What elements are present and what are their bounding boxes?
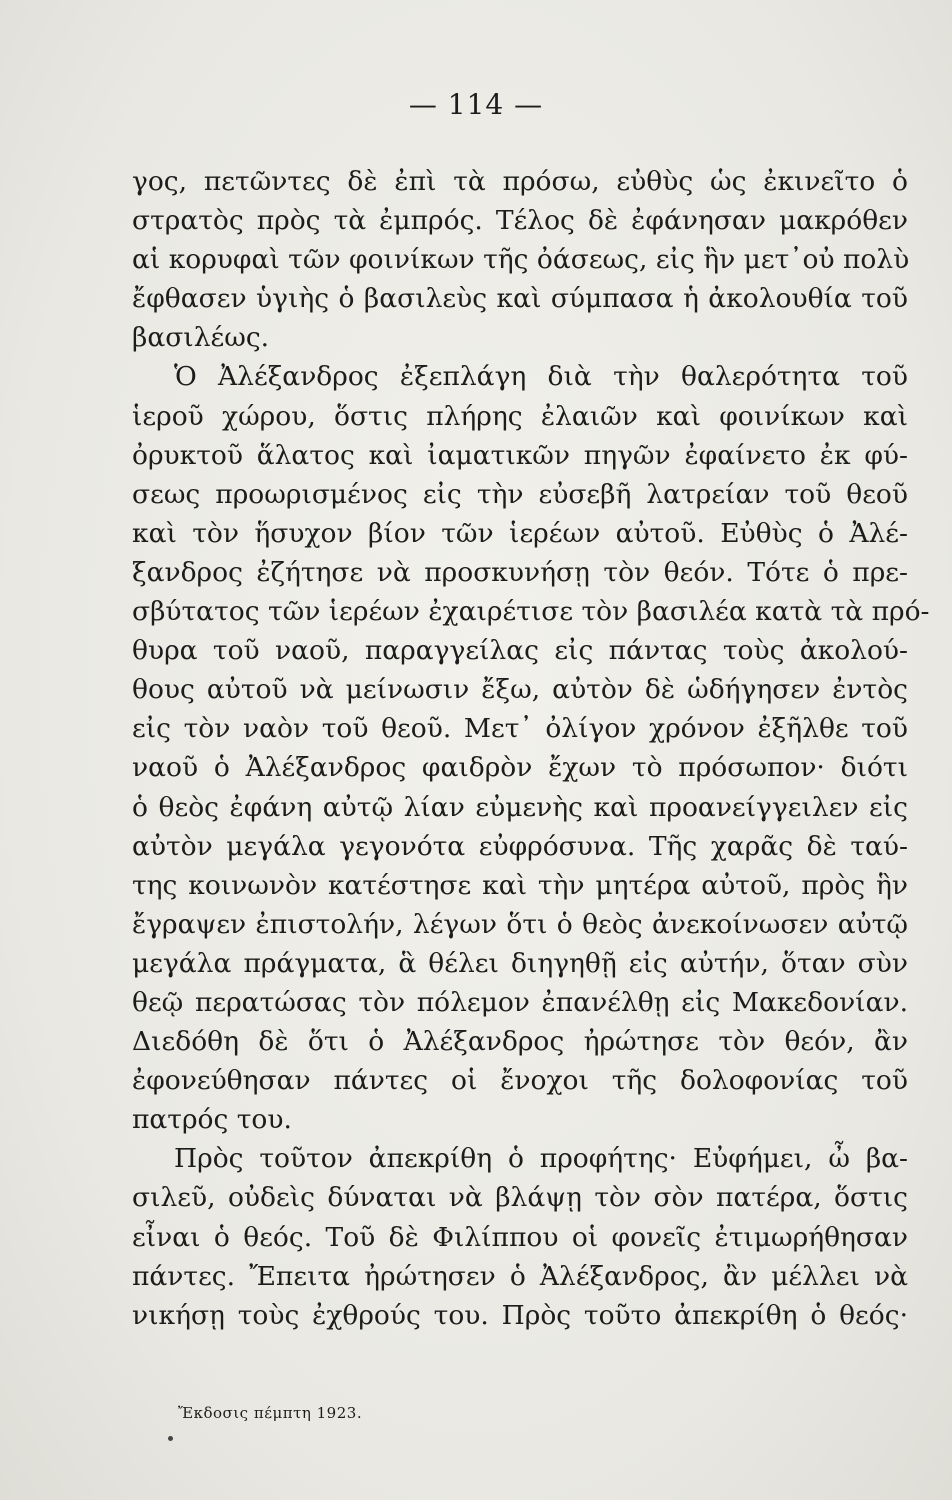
text-line: πάντες. Ἔπειτα ἠρώτησεν ὁ Ἀλέξανδρος, ἂν μέλλει νὰ bbox=[132, 1260, 908, 1292]
text-line: Πρὸς τοῦτον ἀπεκρίθη ὁ προφήτης· Εὐφήμει, ὦ βα- bbox=[174, 1143, 908, 1175]
text-line: μεγάλα πράγματα, ἃ θέλει διηγηθῇ εἰς αὐτήν, ὅταν σὺν bbox=[132, 947, 908, 979]
ink-speck bbox=[168, 1436, 173, 1441]
text-line: ἔφθασεν ὑγιὴς ὁ βασιλεὺς καὶ σύμπασα ἡ ἀκολουθία τοῦ bbox=[132, 283, 908, 315]
text-line: θυρα τοῦ ναοῦ, παραγγείλας εἰς πάντας τοὺς ἀκολού- bbox=[132, 635, 908, 667]
body-text bbox=[132, 162, 930, 1335]
text-line: ἐφονεύθησαν πάντες οἱ ἔνοχοι τῆς δολοφονίας τοῦ bbox=[132, 1065, 908, 1097]
page-number: — 114 — bbox=[408, 88, 544, 121]
text-line: ὀρυκτοῦ ἅλατος καὶ ἰαματικῶν πηγῶν ἐφαίνετο ἐκ φύ- bbox=[132, 439, 908, 471]
text-line: ναοῦ ὁ Ἀλέξανδρος φαιδρὸν ἔχων τὸ πρόσωπον· διότι bbox=[132, 752, 908, 784]
text-line: Διεδόθη δὲ ὅτι ὁ Ἀλέξανδρος ἠρώτησε τὸν θεόν, ἂν bbox=[132, 1026, 908, 1058]
text-line: στρατὸς πρὸς τὰ ἐμπρός. Τέλος δὲ ἐφάνησαν μακρόθεν bbox=[132, 205, 908, 237]
text-line: σιλεῦ, οὐδεὶς δύναται νὰ βλάψῃ τὸν σὸν πατέρα, ὅστις bbox=[132, 1182, 908, 1214]
text-line: θεῷ περατώσας τὸν πόλεμον ἐπανέλθῃ εἰς Μακεδονίαν. bbox=[132, 986, 908, 1018]
text-line: θους αὐτοῦ νὰ μείνωσιν ἔξω, αὐτὸν δὲ ὡδήγησεν ἐντὸς bbox=[132, 674, 908, 706]
text-line: πατρός του. bbox=[132, 1104, 292, 1136]
text-line: νικήσῃ τοὺς ἐχθρούς του. Πρὸς τοῦτο ἀπεκρίθη ὁ θεός· bbox=[132, 1299, 908, 1331]
text-line: σβύτατος τῶν ἱερέων ἐχαιρέτισε τὸν βασιλέα κατὰ τὰ πρό- bbox=[132, 596, 930, 628]
text-line: καὶ τὸν ἥσυχον βίον τῶν ἱερέων αὐτοῦ. Εὐθὺς ὁ Ἀλέ- bbox=[132, 517, 908, 549]
text-line: σεως προωρισμένος εἰς τὴν εὐσεβῆ λατρείαν τοῦ θεοῦ bbox=[132, 478, 908, 510]
text-line: βασιλέως. bbox=[132, 322, 270, 354]
edition-footnote: Ἔκδοσις πέμπτη 1923. bbox=[178, 1404, 363, 1422]
text-line: γος, πετῶντες δὲ ἐπὶ τὰ πρόσω, εὐθὺς ὡς ἐκινεῖτο ὁ bbox=[132, 166, 908, 197]
text-line: εἶναι ὁ θεός. Τοῦ δὲ Φιλίππου οἱ φονεῖς ἐτιμωρήθησαν bbox=[132, 1221, 908, 1253]
text-line: ξανδρος ἐζήτησε νὰ προσκυνήσῃ τὸν θεόν. Τότε ὁ πρε- bbox=[132, 556, 908, 588]
text-line: εἰς τὸν ναὸν τοῦ θεοῦ. Μετ᾿ ὀλίγον χρόνον ἐξῆλθε τοῦ bbox=[132, 713, 908, 745]
text-line: ἱεροῦ χώρου, ὅστις πλήρης ἐλαιῶν καὶ φοινίκων καὶ bbox=[132, 400, 908, 432]
text-line: αὐτὸν μεγάλα γεγονότα εὐφρόσυνα. Τῆς χαρᾶς δὲ ταύ- bbox=[132, 830, 908, 862]
text-line: ὁ θεὸς ἐφάνη αὐτῷ λίαν εὐμενὴς καὶ προανείγγειλεν εἰς bbox=[132, 791, 908, 823]
text-line: αἱ κορυφαὶ τῶν φοινίκων τῆς ὀάσεως, εἰς ἣν μετ᾿οὐ πολὺ bbox=[132, 244, 910, 276]
text-line: ἔγραψεν ἐπιστολήν, λέγων ὅτι ὁ θεὸς ἀνεκοίνωσεν αὐτῷ bbox=[132, 908, 908, 940]
text-line: της κοινωνὸν κατέστησε καὶ τὴν μητέρα αὐτοῦ, πρὸς ἣν bbox=[132, 869, 908, 901]
text-line: Ὁ Ἀλέξανδρος ἐξεπλάγη διὰ τὴν θαλερότητα τοῦ bbox=[174, 361, 908, 393]
